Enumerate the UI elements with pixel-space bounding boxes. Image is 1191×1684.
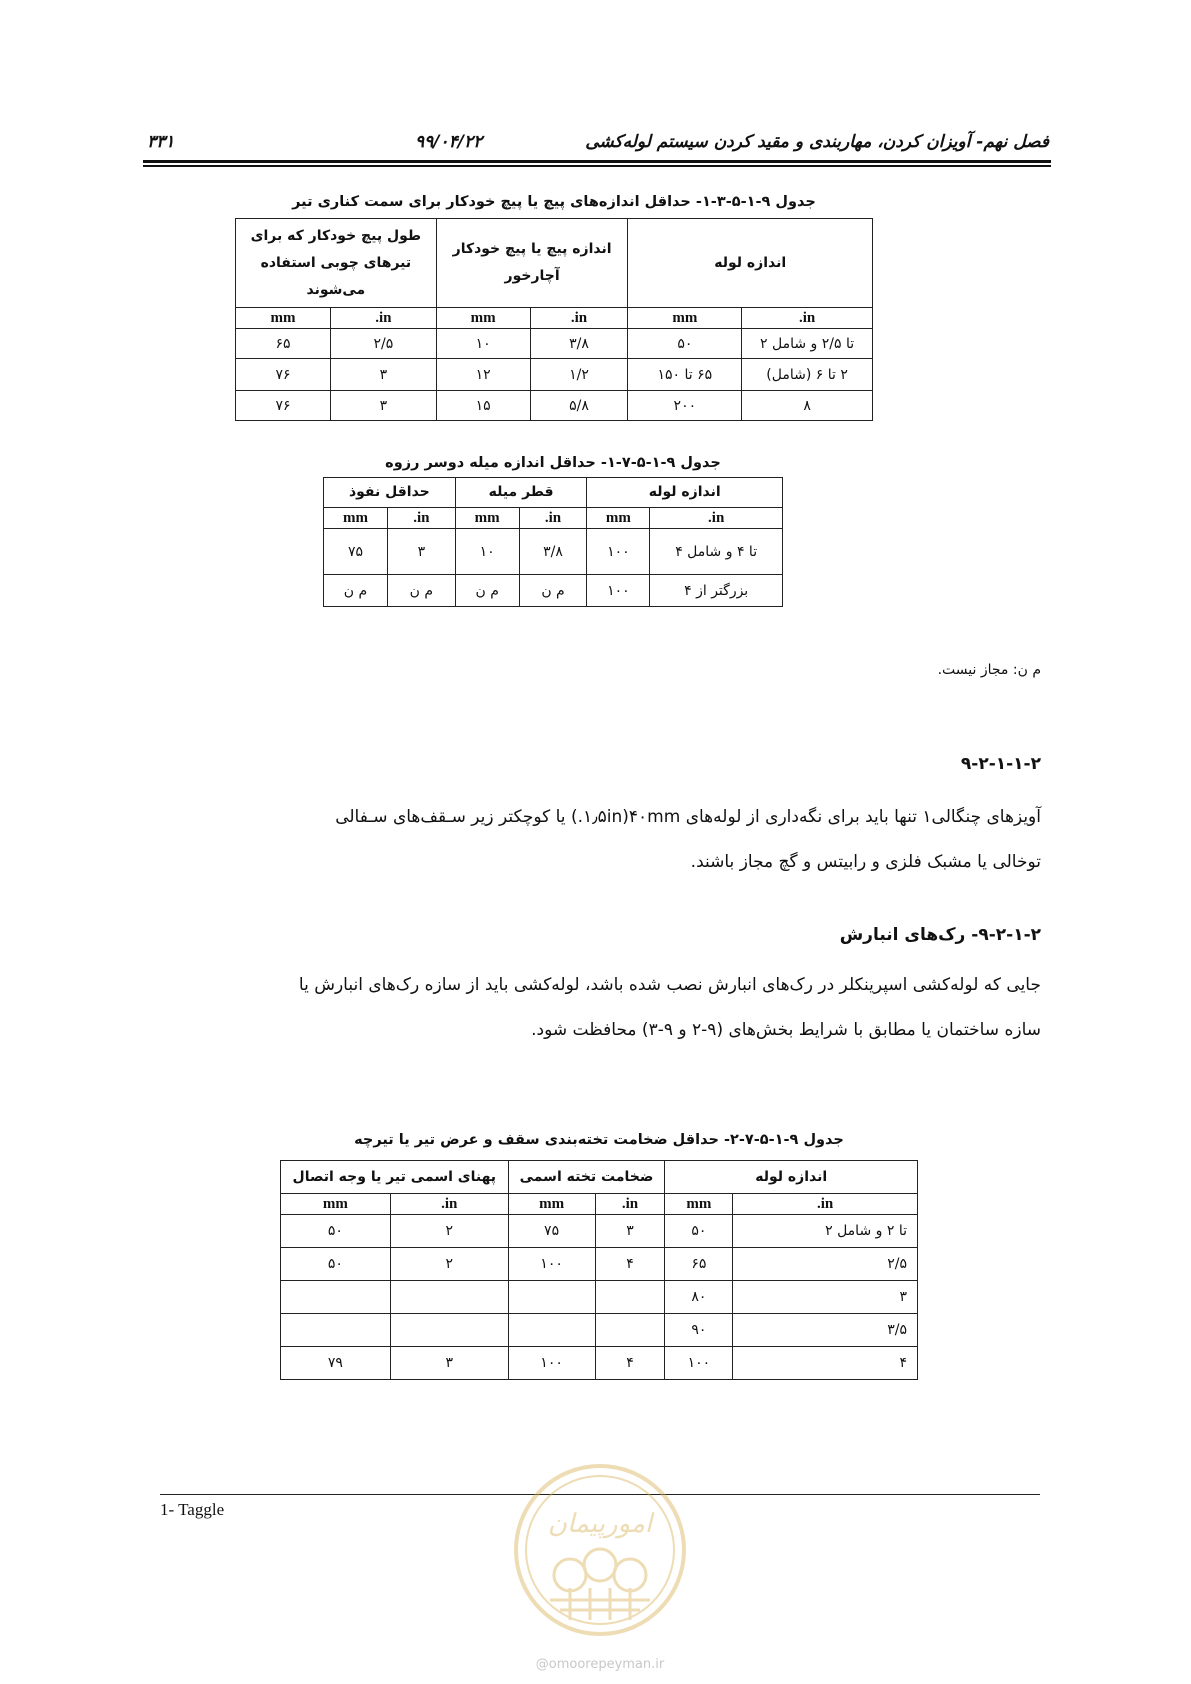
table-row <box>236 359 873 391</box>
table3-cell: ۲/۵ <box>733 1248 918 1281</box>
table1-cell: ۱۵ <box>436 391 530 421</box>
table3-caption: جدول ۹-۱-۵-۷-۲- حداقل ضخامت تخته‌بندی سقف و عرض تیر یا تیرچه <box>354 1132 844 1148</box>
watermark-logo-text: امورپیمان <box>547 1509 653 1539</box>
table2-cell: م ن <box>519 575 587 607</box>
table3-cell: ۳/۵ <box>733 1314 918 1347</box>
table3-unit: mm <box>665 1194 733 1215</box>
table1-group-pipe-size: اندازه لوله <box>628 219 873 308</box>
table1-group-lag-length: طول پیچ خودکار که برای تیرهای چوبی استفاده می‌شوند <box>236 219 437 308</box>
table-row <box>281 1215 918 1248</box>
section1-heading: ۹-۲-۱-۱-۲ <box>960 754 1041 774</box>
table1-cell: ۳/۸ <box>530 329 628 359</box>
table3-unit: mm <box>508 1194 595 1215</box>
page-number: ۳۳۱ <box>147 132 175 152</box>
table3-cell <box>508 1314 595 1347</box>
table3-cell: ۶۵ <box>665 1248 733 1281</box>
table3-cell: ۳ <box>390 1347 508 1380</box>
table2-cell: م ن <box>455 575 519 607</box>
table2-cell: ۷۵ <box>324 529 388 575</box>
table1-cell: ۱۲ <box>436 359 530 391</box>
table3-unit: mm <box>281 1194 391 1215</box>
table1-unit: mm <box>436 308 530 329</box>
footnote: 1- Taggle <box>160 1500 225 1519</box>
table3-group-deck-thickness: ضخامت تخته اسمی <box>508 1161 665 1194</box>
table1-caption: جدول ۹-۱-۵-۳-۱- حداقل اندازه‌های پیچ یا پیچ خودکار برای سمت کناری تیر <box>292 194 816 210</box>
table-row <box>324 575 783 607</box>
table1-unit: mm <box>628 308 742 329</box>
header-rule-top <box>143 160 1051 163</box>
table-row <box>281 1314 918 1347</box>
table1-cell: ۷۶ <box>236 391 331 421</box>
table2-cell: م ن <box>324 575 388 607</box>
watermark-logo-icon <box>510 1460 690 1640</box>
table3 <box>280 1160 918 1380</box>
table1-unit: in. <box>742 308 873 329</box>
section1-line1: آویزهای چنگالی۱ تنها باید برای نگه‌داری از لوله‌های ۴۰mm(۱٫۵in.) یا کوچکتر زیر سـقف‌های سـفالی <box>335 807 1041 827</box>
section1-line2: توخالی یا مشبک فلزی و رابیتس و گچ مجاز باشند. <box>690 852 1041 872</box>
table1 <box>235 218 873 421</box>
table3-cell: ۵۰ <box>665 1215 733 1248</box>
table-row <box>281 1248 918 1281</box>
table3-cell <box>281 1314 391 1347</box>
watermark-url: @omoorepeyman.ir <box>535 1657 665 1672</box>
table1-unit: mm <box>236 308 331 329</box>
table3-cell <box>595 1314 665 1347</box>
table-row <box>281 1281 918 1314</box>
table2-cell: ۳ <box>387 529 455 575</box>
table1-cell: ۶۵ <box>236 329 331 359</box>
table1-cell: ۱/۲ <box>530 359 628 391</box>
table1-cell: ۲ تا ۶ (شامل) <box>742 359 873 391</box>
table1-cell: ۲۰۰ <box>628 391 742 421</box>
table3-cell: ۴ <box>595 1347 665 1380</box>
chapter-title: فصل نهم- آویزان کردن، مهاربندی و مقید کردن سیستم لوله‌کشی <box>585 132 1049 152</box>
table3-cell: ۲ <box>390 1215 508 1248</box>
table2-group-min-penetration: حداقل نفوذ <box>324 478 456 508</box>
table3-cell <box>390 1281 508 1314</box>
table1-cell: ۸ <box>742 391 873 421</box>
section2-line1: جایی که لوله‌کشی اسپرینکلر در رک‌های انبارش نصب شده باشد، لوله‌کشی باید از سازه رک‌های انبارش یا <box>298 975 1041 995</box>
table3-cell <box>390 1314 508 1347</box>
table1-cell: ۵۰ <box>628 329 742 359</box>
table2-cell: ۳/۸ <box>519 529 587 575</box>
table2-group-pipe-size: اندازه لوله <box>587 478 783 508</box>
table3-cell: ۵۰ <box>281 1248 391 1281</box>
table3-cell: تا ۲ و شامل ۲ <box>733 1215 918 1248</box>
table1-cell: ۲/۵ <box>330 329 436 359</box>
section2-heading: ۹-۲-۱-۲- رک‌های انبارش <box>839 925 1041 945</box>
table2-cell: بزرگتر از ۴ <box>650 575 783 607</box>
table2-note: م ن: مجاز نیست. <box>937 662 1041 678</box>
table-row <box>236 329 873 359</box>
table3-cell: ۴ <box>595 1248 665 1281</box>
table1-unit: in. <box>530 308 628 329</box>
table3-unit: in. <box>595 1194 665 1215</box>
table2-caption: جدول ۹-۱-۵-۷-۱- حداقل اندازه میله دوسر رزوه <box>385 455 721 471</box>
table2-unit: in. <box>519 508 587 529</box>
table2-unit: in. <box>387 508 455 529</box>
table3-group-pipe-size: اندازه لوله <box>665 1161 918 1194</box>
table2-unit: mm <box>324 508 388 529</box>
table3-cell: ۳ <box>733 1281 918 1314</box>
table1-cell: ۱۰ <box>436 329 530 359</box>
header-rule-bottom <box>143 165 1051 167</box>
table1-cell: ۷۶ <box>236 359 331 391</box>
table3-cell: ۸۰ <box>665 1281 733 1314</box>
table2-unit: mm <box>455 508 519 529</box>
table3-cell: ۱۰۰ <box>508 1248 595 1281</box>
table3-cell <box>595 1281 665 1314</box>
table2-unit: mm <box>587 508 650 529</box>
table3-cell: ۱۰۰ <box>665 1347 733 1380</box>
table2-cell: ۱۰۰ <box>587 575 650 607</box>
table1-group-bolt-size: اندازه پیچ یا پیچ خودکار آچارخور <box>436 219 628 308</box>
table3-group-beam-width: پهنای اسمی تیر یا وجه اتصال <box>281 1161 509 1194</box>
table3-cell: ۳ <box>595 1215 665 1248</box>
table1-cell: ۶۵ تا ۱۵۰ <box>628 359 742 391</box>
table3-cell: ۱۰۰ <box>508 1347 595 1380</box>
table1-cell: ۵/۸ <box>530 391 628 421</box>
table3-cell: ۲ <box>390 1248 508 1281</box>
table2-cell: م ن <box>387 575 455 607</box>
table3-unit: in. <box>733 1194 918 1215</box>
table2-unit: in. <box>650 508 783 529</box>
header-date: ۹۹/۰۴/۲۲ <box>415 132 483 152</box>
table2-cell: تا ۴ و شامل ۴ <box>650 529 783 575</box>
table3-cell: ۵۰ <box>281 1215 391 1248</box>
section2-line2: سازه ساختمان یا مطابق با شرایط بخش‌های (۹-۲ و ۹-۳) محافظت شود. <box>531 1020 1041 1040</box>
table3-cell: ۷۵ <box>508 1215 595 1248</box>
table3-cell: ۷۹ <box>281 1347 391 1380</box>
page-header <box>147 132 1049 162</box>
table2-cell: ۱۰۰ <box>587 529 650 575</box>
table3-unit: in. <box>390 1194 508 1215</box>
table1-cell: ۳ <box>330 391 436 421</box>
table3-cell <box>508 1281 595 1314</box>
table1-unit: in. <box>330 308 436 329</box>
table1-cell: ۳ <box>330 359 436 391</box>
table3-cell <box>281 1281 391 1314</box>
table3-cell: ۹۰ <box>665 1314 733 1347</box>
table-row <box>236 391 873 421</box>
table1-cell: تا ۲/۵ و شامل ۲ <box>742 329 873 359</box>
table-row <box>324 529 783 575</box>
table2 <box>323 477 783 607</box>
table2-cell: ۱۰ <box>455 529 519 575</box>
table3-cell: ۴ <box>733 1347 918 1380</box>
table-row <box>281 1347 918 1380</box>
table2-group-rod-diameter: قطر میله <box>455 478 587 508</box>
